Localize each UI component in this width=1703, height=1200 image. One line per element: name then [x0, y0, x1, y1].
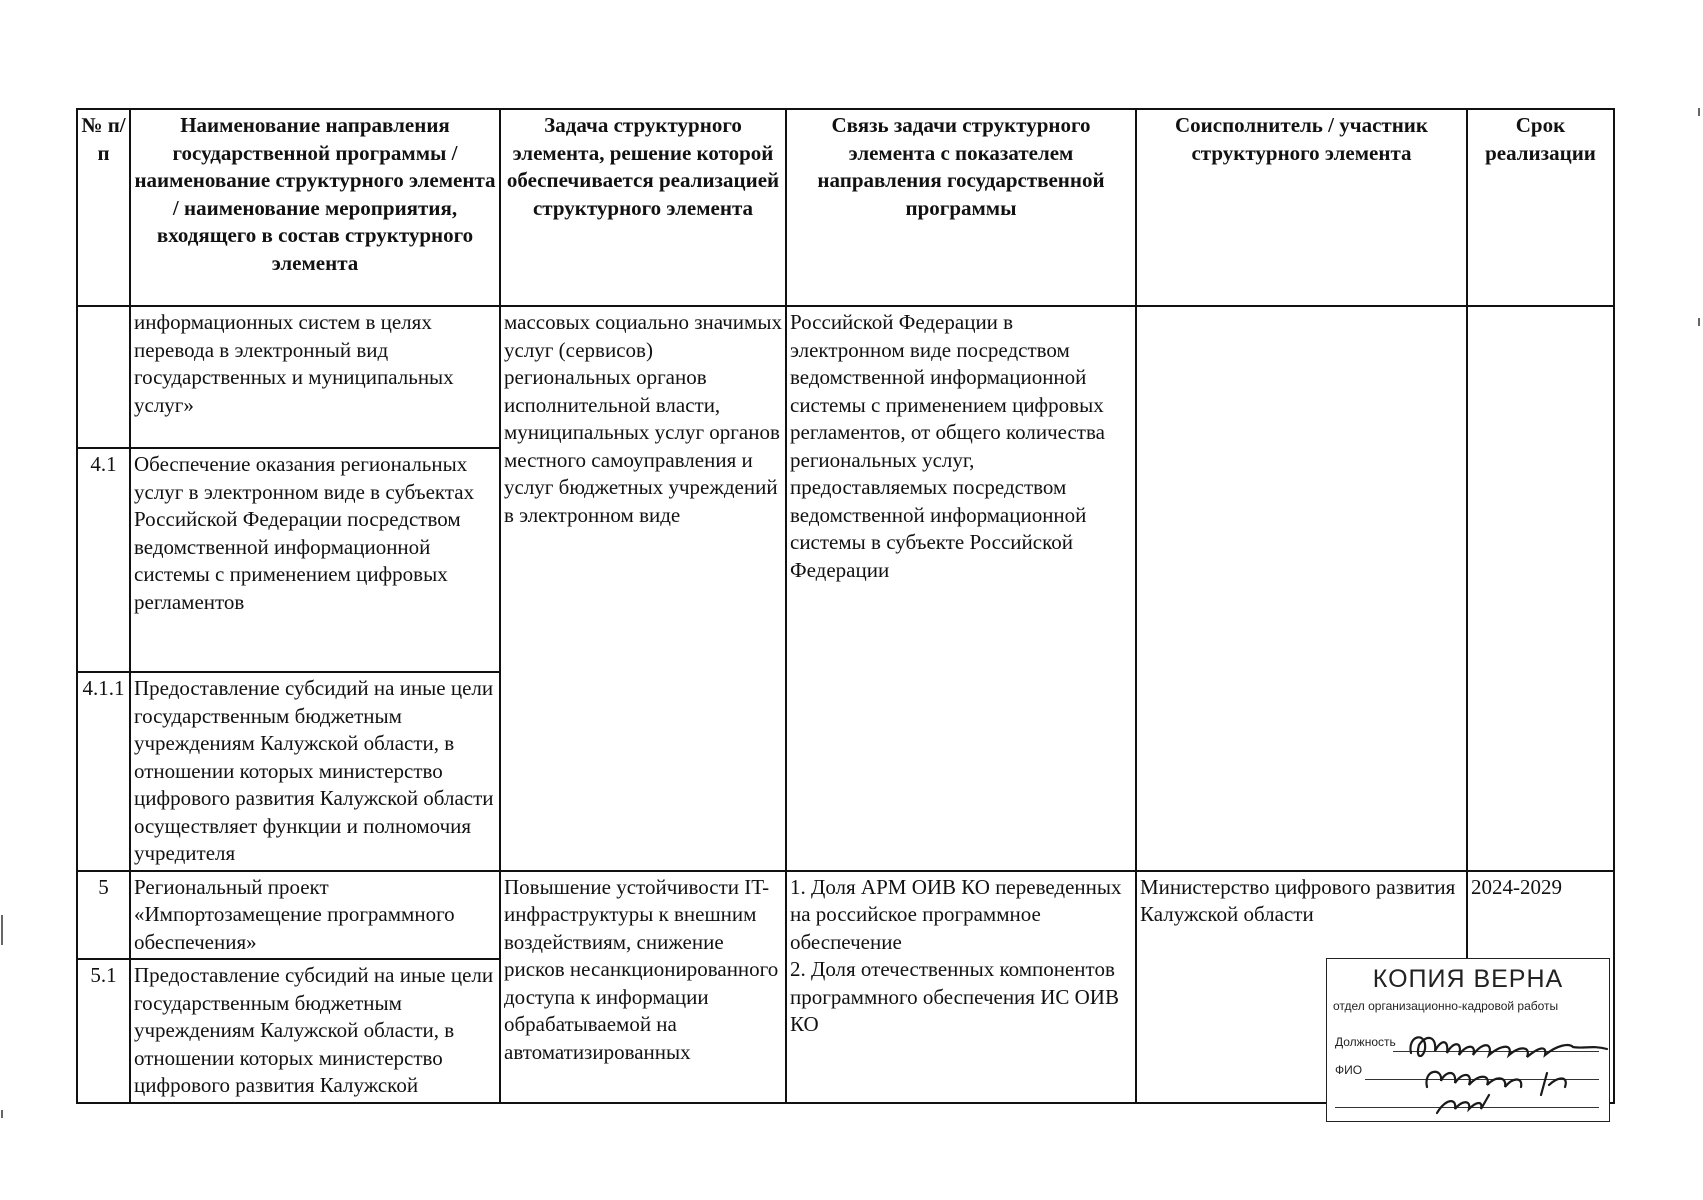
scan-mark [1698, 108, 1700, 116]
row-name: Региональный проект «Импортозамещение программного обеспечения» [130, 871, 500, 960]
row-task: массовых социально значимых услуг (сервисов) региональных органов исполнительной власти, муниципальных услуг органов местного самоуправления и услуг бюджетных учреждений в электронном виде [500, 306, 786, 871]
row-name: Обеспечение оказания региональных услуг в электронном виде в субъектах Российской Федерации посредством ведомственной информационной системы с применением цифровых регламентов [130, 448, 500, 672]
row-name: информационных систем в целях перевода в электронный вид государственных и муниципальных услуг» [130, 306, 500, 448]
row-number: 4.1.1 [77, 672, 130, 871]
handwritten-signature [1397, 1015, 1609, 1115]
row-task: Повышение устойчивости IT-инфраструктуры к внешним воздействиям, снижение рисков несанкционированного доступа к информации обрабатываемой на автоматизированных [500, 871, 786, 1103]
table-row [77, 306, 1614, 448]
row-link: Российской Федерации в электронном виде посредством ведомственной информационной системы с применением цифровых регламентов, от общего количества региональных услуг, предоставляемых посредством ведомственной информационной системы в субъекте Российской Федерации [786, 306, 1136, 871]
row-link-item: 1. Доля АРМ ОИВ КО переведенных на российское программное обеспечение [790, 874, 1122, 954]
scan-mark [1698, 318, 1700, 326]
stamp-position-label: Должность [1335, 1035, 1396, 1049]
row-number: 5 [77, 871, 130, 960]
scan-mark [1, 915, 3, 945]
row-coexecutor [1136, 306, 1467, 871]
row-number: 5.1 [77, 959, 130, 1103]
row-term [1467, 306, 1614, 871]
table-row [77, 871, 1614, 960]
row-link-item: 2. Доля отечественных компонентов программного обеспечения ИС ОИВ КО [790, 957, 1119, 1036]
table-header-row [77, 109, 1614, 306]
row-coexecutor: Министерство цифрового развития Калужской области [1136, 871, 1467, 1103]
stamp-department: отдел организационно-кадровой работы [1333, 999, 1559, 1013]
header-link: Связь задачи структурного элемента с показателем направления государственной программы [786, 109, 1136, 306]
header-coexecutor: Соисполнитель / участник структурного элемента [1136, 109, 1467, 306]
row-link [786, 871, 1136, 1103]
row-number [77, 306, 130, 448]
header-term: Срок реализации [1467, 109, 1614, 306]
certification-stamp [1326, 958, 1610, 1122]
header-number: № п/п [77, 109, 130, 306]
header-task: Задача структурного элемента, решение которой обеспечивается реализацией структурного элемента [500, 109, 786, 306]
scan-mark [1, 1110, 3, 1118]
header-name: Наименование направления государственной программы / наименование структурного элемента / наименование мероприятия, входящего в состав структурного элемента [130, 109, 500, 306]
stamp-fio-label: ФИО [1335, 1063, 1363, 1077]
row-term: 2024-2029 [1467, 871, 1614, 1103]
row-name: Предоставление субсидий на иные цели государственным бюджетным учреждениям Калужской области, в отношении которых министерство цифрового развития Калужской [130, 959, 500, 1103]
row-name: Предоставление субсидий на иные цели государственным бюджетным учреждениям Калужской области, в отношении которых министерство цифрового развития Калужской области осуществляет функции и полномочия учредителя [130, 672, 500, 871]
row-number: 4.1 [77, 448, 130, 672]
program-table [76, 108, 1615, 1104]
stamp-title: КОПИЯ ВЕРНА [1372, 965, 1564, 993]
